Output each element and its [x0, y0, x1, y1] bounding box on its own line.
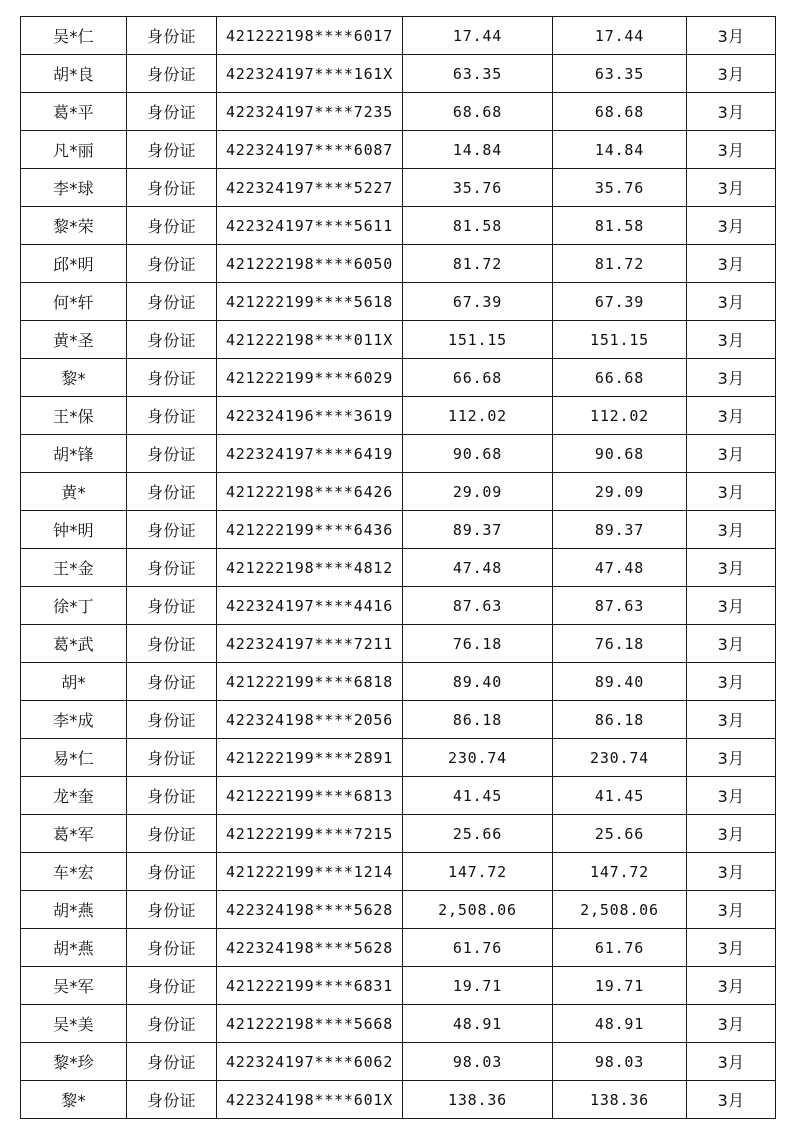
cell-paid-amount: 2,508.06: [553, 891, 687, 929]
cell-id-type: 身份证: [127, 891, 217, 929]
cell-paid-amount: 35.76: [553, 169, 687, 207]
cell-month: 3月: [687, 815, 776, 853]
table-row: [21, 245, 776, 283]
cell-amount: 68.68: [403, 93, 553, 131]
cell-id-number: 421222199****7215: [217, 815, 403, 853]
cell-month: 3月: [687, 321, 776, 359]
cell-paid-amount: 230.74: [553, 739, 687, 777]
cell-paid-amount: 48.91: [553, 1005, 687, 1043]
cell-id-number: 422324197****6419: [217, 435, 403, 473]
cell-month: 3月: [687, 93, 776, 131]
table-row: [21, 473, 776, 511]
table-row: [21, 17, 776, 55]
cell-month: 3月: [687, 739, 776, 777]
cell-paid-amount: 147.72: [553, 853, 687, 891]
cell-name: 葛*军: [21, 815, 127, 853]
cell-month: 3月: [687, 701, 776, 739]
cell-amount: 81.72: [403, 245, 553, 283]
cell-amount: 98.03: [403, 1043, 553, 1081]
table-row: [21, 967, 776, 1005]
cell-id-number: 421222198****011X: [217, 321, 403, 359]
cell-id-number: 422324198****5628: [217, 929, 403, 967]
cell-id-number: 422324198****5628: [217, 891, 403, 929]
cell-paid-amount: 89.37: [553, 511, 687, 549]
cell-id-type: 身份证: [127, 55, 217, 93]
cell-name: 黎*荣: [21, 207, 127, 245]
cell-name: 龙*奎: [21, 777, 127, 815]
cell-amount: 41.45: [403, 777, 553, 815]
cell-id-number: 422324197****7235: [217, 93, 403, 131]
cell-name: 徐*丁: [21, 587, 127, 625]
cell-name: 凡*丽: [21, 131, 127, 169]
cell-name: 黎*: [21, 1081, 127, 1119]
cell-month: 3月: [687, 283, 776, 321]
table-row: [21, 549, 776, 587]
cell-amount: 2,508.06: [403, 891, 553, 929]
cell-name: 胡*: [21, 663, 127, 701]
table-row: [21, 663, 776, 701]
cell-name: 何*轩: [21, 283, 127, 321]
cell-name: 钟*明: [21, 511, 127, 549]
cell-id-number: 421222198****6050: [217, 245, 403, 283]
cell-id-type: 身份证: [127, 1081, 217, 1119]
cell-month: 3月: [687, 473, 776, 511]
cell-name: 胡*燕: [21, 891, 127, 929]
table-row: [21, 1005, 776, 1043]
cell-paid-amount: 19.71: [553, 967, 687, 1005]
cell-paid-amount: 151.15: [553, 321, 687, 359]
cell-id-type: 身份证: [127, 625, 217, 663]
cell-month: 3月: [687, 587, 776, 625]
cell-id-number: 421222198****6017: [217, 17, 403, 55]
table-row: [21, 1081, 776, 1119]
cell-id-type: 身份证: [127, 283, 217, 321]
cell-month: 3月: [687, 625, 776, 663]
cell-amount: 86.18: [403, 701, 553, 739]
cell-paid-amount: 81.72: [553, 245, 687, 283]
cell-month: 3月: [687, 131, 776, 169]
table-row: [21, 587, 776, 625]
cell-amount: 63.35: [403, 55, 553, 93]
cell-amount: 138.36: [403, 1081, 553, 1119]
cell-paid-amount: 25.66: [553, 815, 687, 853]
cell-paid-amount: 86.18: [553, 701, 687, 739]
table-row: [21, 1043, 776, 1081]
cell-paid-amount: 17.44: [553, 17, 687, 55]
cell-paid-amount: 29.09: [553, 473, 687, 511]
cell-paid-amount: 138.36: [553, 1081, 687, 1119]
cell-month: 3月: [687, 511, 776, 549]
cell-id-number: 421222198****5668: [217, 1005, 403, 1043]
cell-paid-amount: 61.76: [553, 929, 687, 967]
cell-paid-amount: 76.18: [553, 625, 687, 663]
table-row: [21, 169, 776, 207]
table-row: [21, 435, 776, 473]
cell-id-number: 421222199****6436: [217, 511, 403, 549]
cell-month: 3月: [687, 169, 776, 207]
cell-amount: 76.18: [403, 625, 553, 663]
cell-id-type: 身份证: [127, 663, 217, 701]
subsidy-table: [20, 16, 776, 1119]
table-row: [21, 701, 776, 739]
cell-amount: 112.02: [403, 397, 553, 435]
table-row: [21, 283, 776, 321]
table-row: [21, 625, 776, 663]
cell-month: 3月: [687, 929, 776, 967]
cell-amount: 66.68: [403, 359, 553, 397]
cell-amount: 87.63: [403, 587, 553, 625]
cell-id-type: 身份证: [127, 701, 217, 739]
cell-id-type: 身份证: [127, 739, 217, 777]
cell-paid-amount: 81.58: [553, 207, 687, 245]
cell-name: 车*宏: [21, 853, 127, 891]
cell-id-type: 身份证: [127, 815, 217, 853]
cell-id-type: 身份证: [127, 587, 217, 625]
cell-month: 3月: [687, 663, 776, 701]
cell-name: 葛*平: [21, 93, 127, 131]
cell-id-number: 422324197****5611: [217, 207, 403, 245]
table-row: [21, 321, 776, 359]
cell-id-number: 421222198****6426: [217, 473, 403, 511]
cell-amount: 14.84: [403, 131, 553, 169]
cell-amount: 90.68: [403, 435, 553, 473]
cell-id-number: 422324197****7211: [217, 625, 403, 663]
cell-month: 3月: [687, 967, 776, 1005]
cell-id-type: 身份证: [127, 853, 217, 891]
cell-paid-amount: 90.68: [553, 435, 687, 473]
cell-name: 王*保: [21, 397, 127, 435]
cell-month: 3月: [687, 1043, 776, 1081]
cell-amount: 151.15: [403, 321, 553, 359]
cell-amount: 67.39: [403, 283, 553, 321]
cell-id-type: 身份证: [127, 17, 217, 55]
cell-id-number: 421222199****6831: [217, 967, 403, 1005]
cell-month: 3月: [687, 1005, 776, 1043]
cell-name: 黎*珍: [21, 1043, 127, 1081]
cell-id-number: 421222198****4812: [217, 549, 403, 587]
cell-name: 李*球: [21, 169, 127, 207]
cell-name: 邱*明: [21, 245, 127, 283]
cell-id-number: 422324197****5227: [217, 169, 403, 207]
cell-name: 黄*: [21, 473, 127, 511]
cell-id-type: 身份证: [127, 1043, 217, 1081]
cell-id-type: 身份证: [127, 929, 217, 967]
table-row: [21, 853, 776, 891]
cell-month: 3月: [687, 777, 776, 815]
table-row: [21, 93, 776, 131]
cell-paid-amount: 14.84: [553, 131, 687, 169]
cell-name: 胡*良: [21, 55, 127, 93]
cell-paid-amount: 66.68: [553, 359, 687, 397]
cell-month: 3月: [687, 397, 776, 435]
cell-id-type: 身份证: [127, 321, 217, 359]
cell-amount: 35.76: [403, 169, 553, 207]
table-row: [21, 777, 776, 815]
cell-amount: 89.40: [403, 663, 553, 701]
cell-id-type: 身份证: [127, 777, 217, 815]
cell-id-number: 421222199****2891: [217, 739, 403, 777]
cell-month: 3月: [687, 853, 776, 891]
cell-id-type: 身份证: [127, 131, 217, 169]
cell-amount: 17.44: [403, 17, 553, 55]
cell-name: 王*金: [21, 549, 127, 587]
cell-amount: 147.72: [403, 853, 553, 891]
cell-id-number: 421222199****6813: [217, 777, 403, 815]
cell-id-type: 身份证: [127, 245, 217, 283]
cell-amount: 89.37: [403, 511, 553, 549]
table-row: [21, 397, 776, 435]
cell-amount: 61.76: [403, 929, 553, 967]
cell-paid-amount: 67.39: [553, 283, 687, 321]
cell-paid-amount: 41.45: [553, 777, 687, 815]
cell-paid-amount: 47.48: [553, 549, 687, 587]
cell-paid-amount: 68.68: [553, 93, 687, 131]
cell-id-type: 身份证: [127, 549, 217, 587]
table-row: [21, 55, 776, 93]
cell-name: 黎*: [21, 359, 127, 397]
table-row: [21, 815, 776, 853]
cell-id-number: 422324197****6087: [217, 131, 403, 169]
cell-month: 3月: [687, 55, 776, 93]
cell-month: 3月: [687, 359, 776, 397]
cell-id-number: 421222199****6029: [217, 359, 403, 397]
cell-amount: 19.71: [403, 967, 553, 1005]
cell-id-number: 422324197****6062: [217, 1043, 403, 1081]
cell-paid-amount: 63.35: [553, 55, 687, 93]
cell-id-type: 身份证: [127, 359, 217, 397]
cell-month: 3月: [687, 245, 776, 283]
cell-id-type: 身份证: [127, 207, 217, 245]
table-row: [21, 891, 776, 929]
cell-name: 易*仁: [21, 739, 127, 777]
cell-amount: 47.48: [403, 549, 553, 587]
cell-id-type: 身份证: [127, 473, 217, 511]
cell-paid-amount: 98.03: [553, 1043, 687, 1081]
cell-name: 吴*仁: [21, 17, 127, 55]
cell-id-number: 422324197****161X: [217, 55, 403, 93]
cell-id-type: 身份证: [127, 967, 217, 1005]
cell-month: 3月: [687, 1081, 776, 1119]
cell-month: 3月: [687, 207, 776, 245]
cell-name: 黄*圣: [21, 321, 127, 359]
table-row: [21, 511, 776, 549]
table-row: [21, 131, 776, 169]
cell-id-type: 身份证: [127, 169, 217, 207]
cell-id-number: 422324198****2056: [217, 701, 403, 739]
cell-month: 3月: [687, 435, 776, 473]
cell-amount: 48.91: [403, 1005, 553, 1043]
table-row: [21, 929, 776, 967]
cell-month: 3月: [687, 17, 776, 55]
cell-id-type: 身份证: [127, 511, 217, 549]
cell-id-number: 421222199****6818: [217, 663, 403, 701]
cell-name: 李*成: [21, 701, 127, 739]
cell-paid-amount: 89.40: [553, 663, 687, 701]
cell-amount: 81.58: [403, 207, 553, 245]
cell-amount: 29.09: [403, 473, 553, 511]
cell-name: 吴*军: [21, 967, 127, 1005]
cell-name: 吴*美: [21, 1005, 127, 1043]
cell-id-number: 422324196****3619: [217, 397, 403, 435]
table-body: [21, 17, 776, 1119]
cell-id-number: 422324197****4416: [217, 587, 403, 625]
cell-month: 3月: [687, 891, 776, 929]
cell-amount: 230.74: [403, 739, 553, 777]
cell-name: 葛*武: [21, 625, 127, 663]
table-row: [21, 207, 776, 245]
cell-month: 3月: [687, 549, 776, 587]
cell-id-type: 身份证: [127, 435, 217, 473]
cell-id-number: 421222199****5618: [217, 283, 403, 321]
cell-id-type: 身份证: [127, 93, 217, 131]
cell-id-number: 421222199****1214: [217, 853, 403, 891]
cell-name: 胡*锋: [21, 435, 127, 473]
table-row: [21, 359, 776, 397]
table-row: [21, 739, 776, 777]
cell-id-type: 身份证: [127, 397, 217, 435]
cell-paid-amount: 112.02: [553, 397, 687, 435]
cell-amount: 25.66: [403, 815, 553, 853]
cell-id-number: 422324198****601X: [217, 1081, 403, 1119]
cell-name: 胡*燕: [21, 929, 127, 967]
cell-id-type: 身份证: [127, 1005, 217, 1043]
cell-paid-amount: 87.63: [553, 587, 687, 625]
